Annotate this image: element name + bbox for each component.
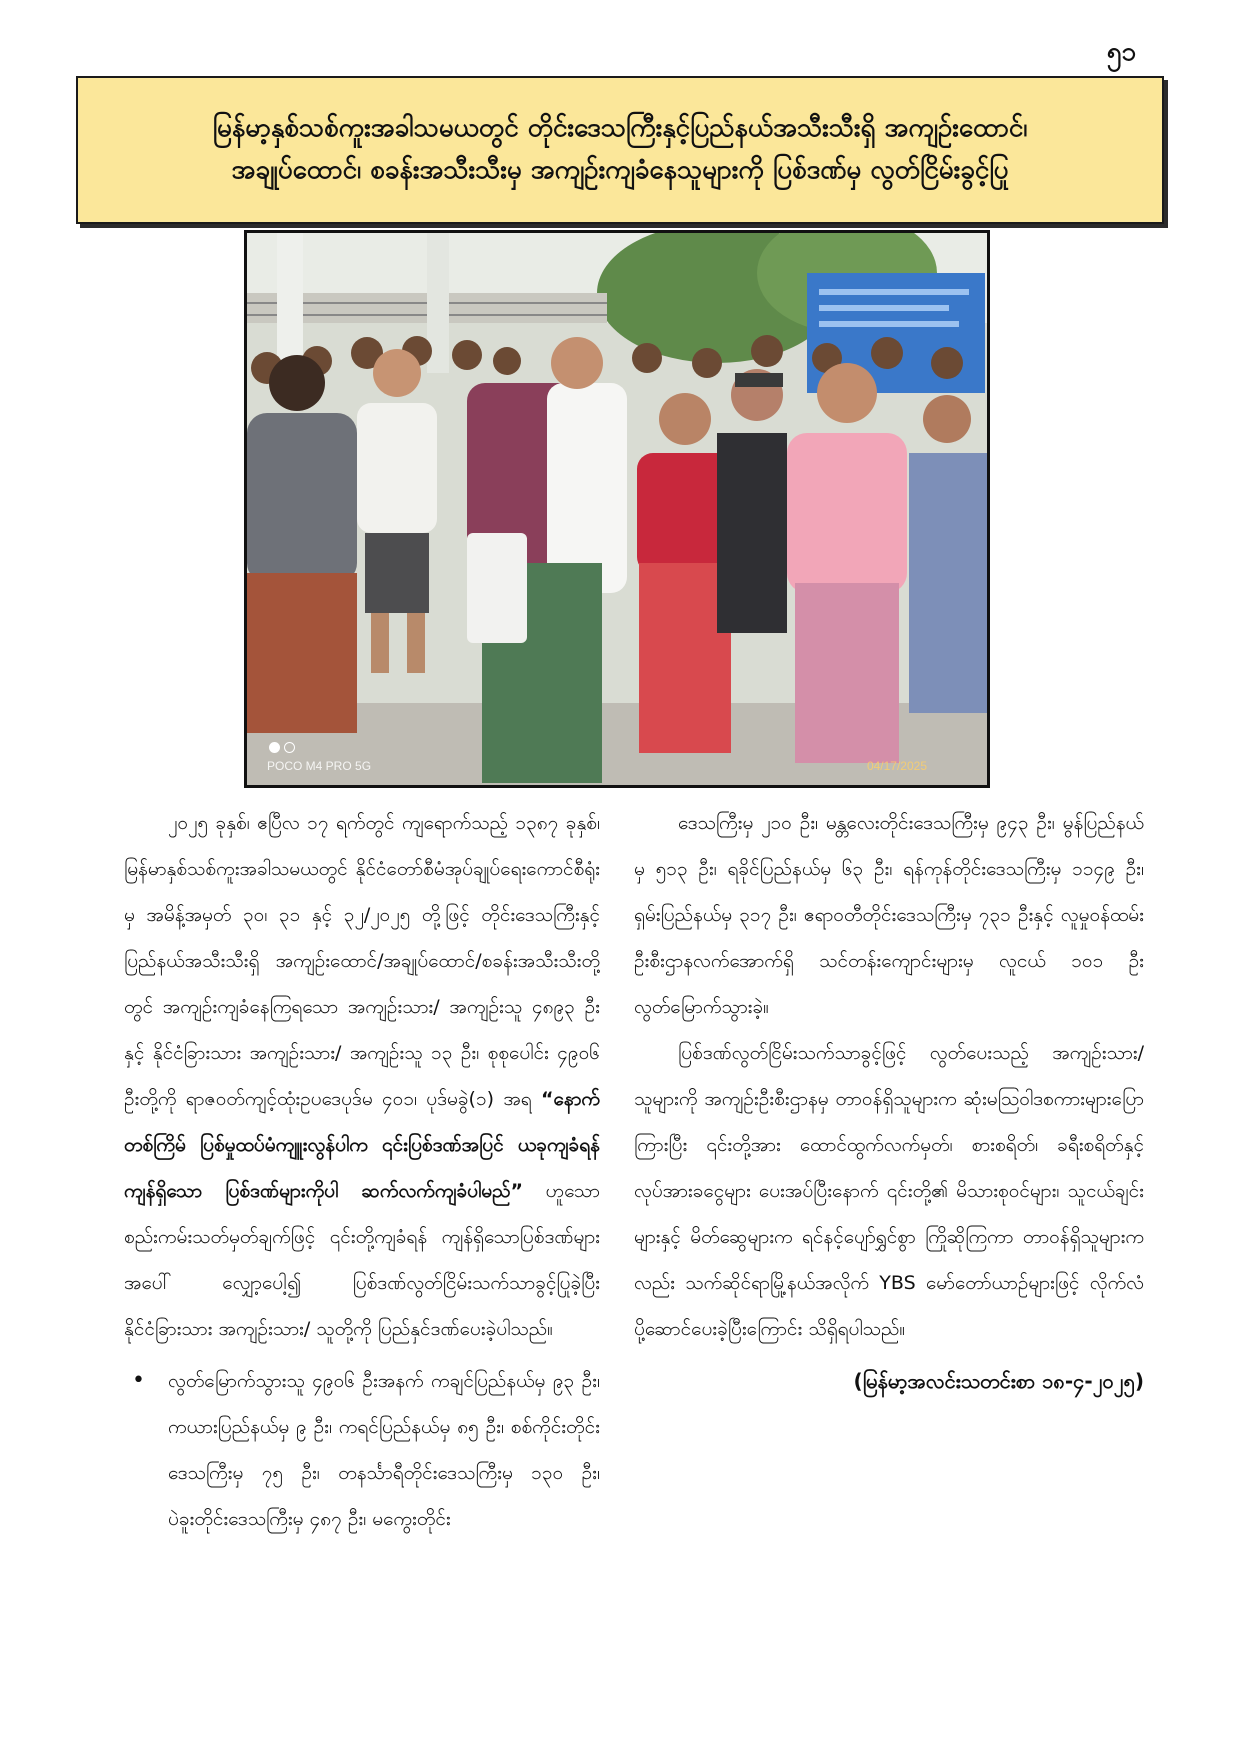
paragraph-1-ending: ဟူသော စည်းကမ်းသတ်မှတ်ချက်ဖြင့် ၎င်းတို့ကျခံရန် ကျန်ရှိသောပြစ်ဒဏ်များအပေါ် လျှော့ပေါ့၍ ပြစ်ဒဏ်လွတ်ငြိမ်းသက်သာခွင့်ပြုခဲ့ပြီး နိုင်ငံခြားသား အကျဉ်းသား/ သူတို့ကို ပြည်နှင်ဒဏ်ပေးခဲ့ပါသည်။	[124, 1180, 600, 1340]
released-breakdown-bullet	[124, 1358, 600, 1542]
camera-watermark: POCO M4 PRO 5G	[267, 759, 372, 773]
paragraph-2-text: ပြစ်ဒဏ်လွတ်ငြိမ်းသက်သာခွင့်ဖြင့် လွတ်ပေးသည့် အကျဉ်းသား/သူများကို အကျဉ်းဦးစီးဌာနမှ တာဝန်ရှိသူများက ဆုံးမသြဝါဒစကားများပြောကြားပြီး ၎င်းတို့အား ထောင်ထွက်လက်မှတ်၊ စားစရိတ်၊ ခရီးစရိတ်နှင့် လုပ်အားခငွေများ ပေးအပ်ပြီးနောက် ၎င်းတို့၏ မိသားစုဝင်များ၊ သူငယ်ချင်းများနှင့် မိတ်ဆွေများက ရင်နင့်ပျော်ရွှင်စွာ ကြိုဆိုကြကာ တာဝန်ရှိသူများကလည်း သက်ဆိုင်ရာမြို့နယ်အလိုက် YBS မော်တော်ယာဉ်များဖြင့် လိုက်လံပို့ဆောင်ပေးခဲ့ပြီးကြောင်း သိရှိရပါသည်။	[634, 1042, 1144, 1340]
carousel-dot	[284, 742, 295, 753]
article-paragraph-continued	[634, 800, 1144, 1030]
carousel-dots	[269, 742, 295, 753]
article-paragraph-2	[634, 1030, 1144, 1352]
carousel-dot-active	[269, 742, 280, 753]
bullet-text: လွတ်မြောက်သွားသူ ၄၉၀၆ ဦးအနက် ကချင်ပြည်နယ်မှ ၉၃ ဦး၊ ကယားပြည်နယ်မှ ၉ ဦး၊ ကရင်ပြည်နယ်မှ ၈၅ ဦး၊ စစ်ကိုင်းတိုင်းဒေသကြီးမှ ၇၅ ဦး၊ တနင်္သာရီတိုင်းဒေသကြီးမှ ၁၃၀ ဦး၊ ပဲခူးတိုင်းဒေသကြီးမှ ၄၈၇ ဦး၊ မကွေးတိုင်း	[168, 1370, 600, 1530]
photo-date-stamp: 04/17/2025	[866, 759, 927, 773]
pardon-condition-quote: “နောက်တစ်ကြိမ် ပြစ်မှုထပ်မံကျူးလွန်ပါက ၎င်းပြစ်ဒဏ်အပြင် ယခုကျခံရန်ကျန်ရှိသော ပြစ်ဒဏ်များကိုပါ ဆက်လက်ကျခံပါမည်”	[124, 1088, 600, 1202]
source-credit: (မြန်မာ့အလင်းသတင်းစာ ၁၈-၄-၂၀၂၅)	[853, 1369, 1144, 1393]
headline-line-2: အချုပ်ထောင်၊ စခန်းအသီးသီးမှ အကျဉ်းကျခံနေသူများကို ပြစ်ဒဏ်မှ လွတ်ငြိမ်းခွင့်ပြု	[231, 155, 1009, 185]
paragraph-1-text: ၂၀၂၅ ခုနှစ်၊ ဧပြီလ ၁၇ ရက်တွင် ကျရောက်သည့် ၁၃၈၇ ခုနှစ်၊ မြန်မာနှစ်သစ်ကူးအခါသမယတွင် နိုင်ငံတော်စီမံအုပ်ချုပ်ရေးကောင်စီရုံးမှ အမိန့်အမှတ် ၃၀၊ ၃၁ နှင့် ၃၂/၂၀၂၅ တို့ဖြင့် တိုင်းဒေသကြီးနှင့် ပြည်နယ်အသီးသီးရှိ အကျဉ်းထောင်/အချုပ်ထောင်/စခန်းအသီးသီးတို့တွင် အကျဉ်းကျခံနေကြရသော အကျဉ်းသား/ အကျဉ်းသူ ၄၈၉၃ ဦးနှင့် နိုင်ငံခြားသား အကျဉ်းသား/ အကျဉ်းသူ ၁၃ ဦး၊ စုစုပေါင်း ၄၉၀၆ ဦးတို့ကို ရာဇဝတ်ကျင့်ထုံးဥပဒေပုဒ်မ ၄၀၁၊ ပုဒ်မခွဲ(၁) အရ	[124, 812, 600, 1110]
article-paragraph-1	[124, 800, 600, 1352]
page-number: ၅၁	[1106, 37, 1136, 67]
news-photo	[244, 230, 990, 788]
headline-box	[76, 76, 1164, 224]
headline-line-1: မြန်မာ့နှစ်သစ်ကူးအခါသမယတွင် တိုင်းဒေသကြီးနှင့်ပြည်နယ်အသီးသီးရှိ အကျဉ်းထောင်၊	[212, 113, 1028, 144]
article-column-right	[634, 800, 1144, 1404]
crowd-photo-illustration	[247, 233, 987, 785]
continued-text: ဒေသကြီးမှ ၂၁၀ ဦး၊ မန္တလေးတိုင်းဒေသကြီးမှ ၉၄၃ ဦး၊ မွန်ပြည်နယ်မှ ၅၁၃ ဦး၊ ရခိုင်ပြည်နယ်မှ ၆၃ ဦး၊ ရန်ကုန်တိုင်းဒေသကြီးမှ ၁၁၄၉ ဦး၊ ရှမ်းပြည်နယ်မှ ၃၁၇ ဦး၊ ဧရာဝတီတိုင်းဒေသကြီးမှ ၇၃၁ ဦးနှင့် လူမှုဝန်ထမ်းဦးစီးဌာနလက်အောက်ရှိ သင်တန်းကျောင်းများမှ လူငယ် ၁၀၁ ဦး လွတ်မြောက်သွားခဲ့။	[634, 812, 1144, 1018]
article-column-left	[124, 800, 600, 1542]
